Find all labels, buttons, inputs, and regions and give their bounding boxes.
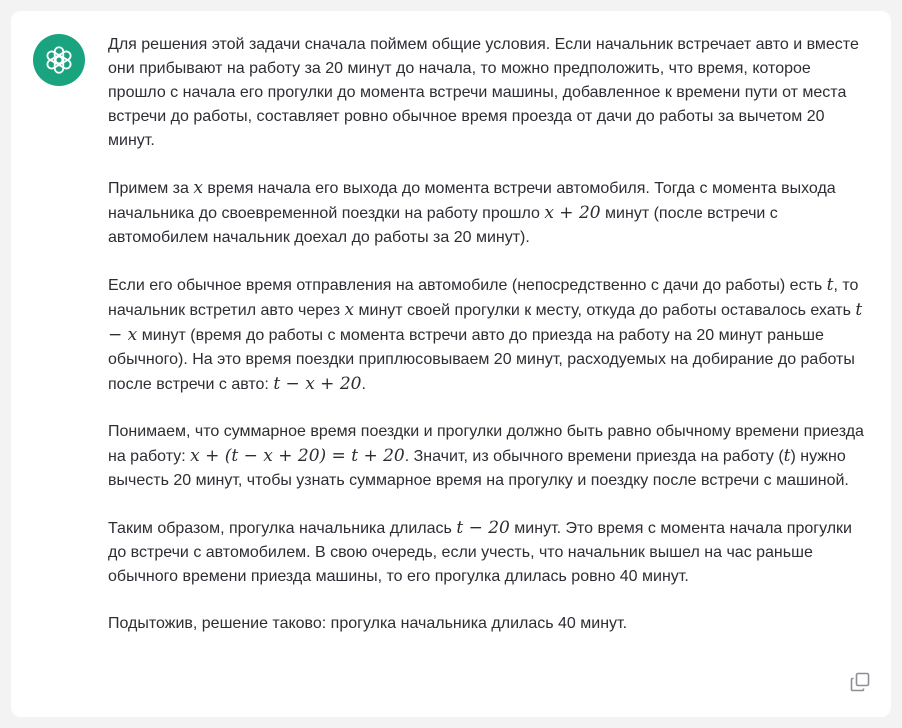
math-expression: t − x + 20 — [273, 374, 362, 394]
copy-button[interactable] — [849, 671, 871, 693]
copy-icon — [849, 671, 871, 693]
paragraph-2: Примем за x время начала его выхода до момента встречи автомобиля. Тогда с момента выхода начальника до своевременной поездки на работу прошло x + 20 минут (после встречи с автомобилем начальник доехал до работы за 20 минут). — [108, 178, 836, 246]
paragraph-5: Таким образом, прогулка начальника длилась t − 20 минут. Это время с момента начала прогулки до встречи с автомобилем. В свою очередь, если учесть, что начальник вышел на час раньше обычного времени приезда машины, то его прогулка длилась ровно 40 минут. — [108, 518, 852, 585]
math-t: t — [826, 275, 834, 295]
math-expression: x + (t − x + 20) = t + 20 — [190, 446, 405, 466]
math-expression: t − 20 — [456, 518, 510, 538]
message-content — [108, 33, 868, 659]
math-x: x — [193, 178, 203, 198]
openai-logo-icon — [42, 43, 76, 77]
paragraph-4: Понимаем, что суммарное время поездки и прогулки должно быть равно обычному времени приезда на работу: x + (t − x + 20) = t + 20. Значит, из обычного времени приезда на работу (t) нужно вычесть 20 минут, чтобы узнать суммарное время на прогулку и поездку после встречи с машиной. — [108, 423, 864, 489]
math-expression: t − x — [108, 300, 863, 345]
paragraph-3: Если его обычное время отправления на автомобиле (непосредственно с дачи до работы) есть t, то начальник встретил авто через x минут своей прогулки к месту, откуда до работы оставалось ехать t − x минут (время до работы с момента встречи авто до приезда на работу на 20 минут раньше обычного). На это время поездки приплюсовываем 20 минут, расходуемых на добирание до работы после встречи с авто: t − x + 20. — [108, 275, 863, 394]
assistant-message-card — [11, 11, 891, 717]
math-x: x — [344, 300, 355, 320]
paragraph-6: Подытожив, решение таково: прогулка начальника длилась 40 минут. — [108, 615, 628, 632]
math-t: t — [783, 446, 791, 466]
assistant-avatar — [33, 34, 85, 86]
paragraph-1: Для решения этой задачи сначала поймем общие условия. Если начальник встречает авто и вместе они прибывают на работу за 20 минут до начала, то можно предположить, что время, которое прошло с начала его прогулки до момента встречи машины, добавленное к времени пути от места встречи до работы, составляет ровно обычное время проезда от дачи до работы за вычетом 20 минут. — [108, 36, 859, 149]
math-expression: x + 20 — [544, 203, 601, 223]
